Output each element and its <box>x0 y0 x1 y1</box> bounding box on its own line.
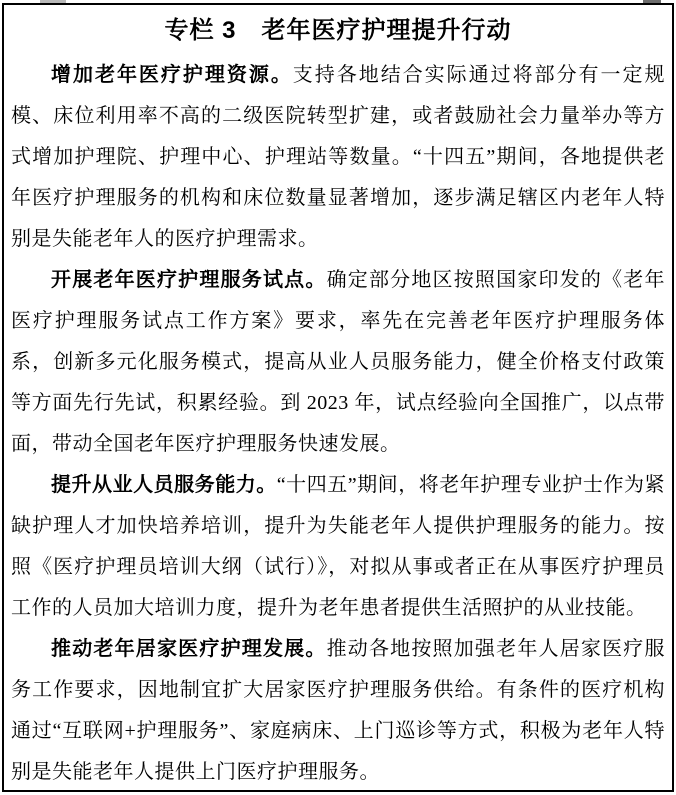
paragraph <box>11 629 665 792</box>
paragraph <box>11 55 665 260</box>
paragraph-text: “十四五”期间，将老年护理专业护士作为紧缺护理人才加快培养培训，提升为失能老年人提供护理服务的能力。按照《医疗护理员培训大纲（试行）》，对拟从事或者正在从事医疗护理员工作的人员加大培训力度，提升为老年患者提供生活照护的从业技能。 <box>11 474 665 619</box>
paragraph-text: 确定部分地区按照国家印发的《老年医疗护理服务试点工作方案》要求，率先在完善老年医疗护理服务体系，创新多元化服务模式，提高从业人员服务能力，健全价格支付政策等方面先行先试，积累经验。到 2023 年，试点经验向全国推广，以点带面，带动全国老年医疗护理服务快速发展。 <box>11 269 666 455</box>
paragraph-text: 推动各地按照加强老年人居家医疗服务工作要求，因地制宜扩大居家医疗护理服务供给。有条件的医疗机构通过“互联网+护理服务”、家庭病床、上门巡诊等方式，积极为老年人特别是失能老年人提供上门医疗护理服务。 <box>11 638 666 783</box>
paragraph <box>11 260 665 465</box>
box-title: 专栏 3 老年医疗护理提升行动 <box>164 17 512 44</box>
paragraph-lead: 推动老年居家医疗护理发展。 <box>51 638 327 660</box>
paragraph-lead: 开展老年医疗护理服务试点。 <box>51 269 327 291</box>
box-body <box>11 55 665 792</box>
paragraph <box>11 465 665 629</box>
paragraph-lead: 提升从业人员服务能力。 <box>51 474 277 496</box>
paragraph-lead: 增加老年医疗护理资源。 <box>51 64 293 86</box>
column-box <box>2 3 674 792</box>
paragraph-text: 支持各地结合实际通过将部分有一定规模、床位利用率不高的二级医院转型扩建，或者鼓励社会力量举办等方式增加护理院、护理中心、护理站等数量。“十四五”期间，各地提供老年医疗护理服务的机构和床位数量显著增加，逐步满足辖区内老年人特别是失能老年人的医疗护理需求。 <box>11 64 666 250</box>
